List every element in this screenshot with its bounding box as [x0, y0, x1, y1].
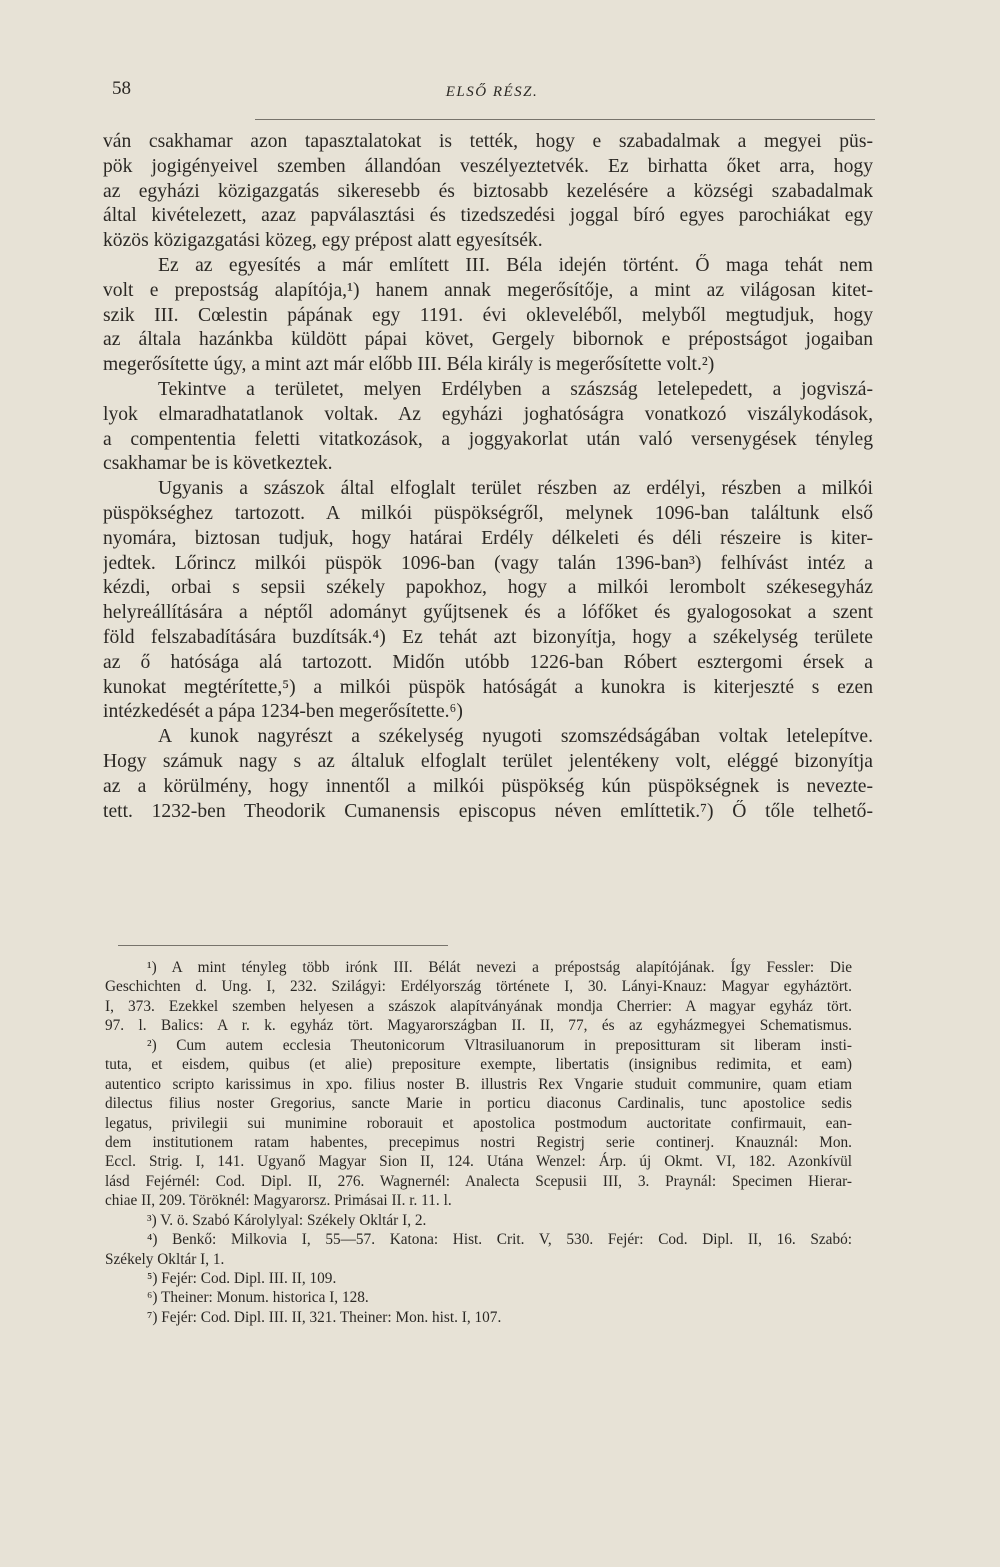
- footnote-line: ⁴) Benkő: Milkovia I, 55—57. Katona: Hist. Crit. V, 530. Fejér: Cod. Dipl. II, 16. Szabó:: [147, 1231, 852, 1249]
- footnote-line: dilectus filius noster Gregorius, sancte Marie in porticu diaconus Cardinalis, tunc apostolice sedis: [105, 1095, 852, 1113]
- footnote-line: Eccl. Strig. I, 141. Ugyanő Magyar Sion II, 124. Utána Wenzel: Árp. új Okmt. VI, 182. Azonkívül: [105, 1153, 852, 1171]
- footnote-line: ⁵) Fejér: Cod. Dipl. III. II, 109.: [147, 1270, 337, 1287]
- header-rule: [255, 119, 875, 120]
- footnote-line: Székely Okltár I, 1.: [105, 1250, 225, 1268]
- footnote-rule: [118, 945, 448, 946]
- text-line: föld felszabadítására buzdítsák.⁴) Ez tehát azt bizonyítja, hogy a székelység területe: [103, 626, 873, 648]
- text-line: szik III. Cœlestin pápának egy 1191. évi okleveléből, melyből megtudjuk, hogy: [103, 304, 873, 326]
- text-line: Ez az egyesítés a már említett III. Béla idején történt. Ő maga tehát nem: [158, 254, 873, 276]
- footnote-line: ⁷) Fejér: Cod. Dipl. III. II, 321. Theiner: Mon. hist. I, 107.: [147, 1308, 502, 1326]
- text-line: csakhamar be is következtek.: [103, 453, 333, 475]
- running-head: ELSŐ RÉSZ.: [445, 84, 539, 100]
- text-line: által kivételezett, azaz papválasztási és tizedszedési joggal bíró egyes parochiákat egy: [103, 205, 873, 227]
- footnote-line: lásd Fejérnél: Cod. Dipl. II, 276. Wagnernél: Analecta Scepusii III, 3. Praynál: Specimen Hierar-: [105, 1172, 852, 1190]
- text-line: az általa hazánkba küldött pápai követ, Gergely bibornok e prépostságot jogaiban: [103, 329, 873, 351]
- text-line: ván csakhamar azon tapasztalatokat is tették, hogy e szabadalmak a megyei püs-: [103, 131, 873, 152]
- text-line: Ugyanis a szászok által elfoglalt terület részben az erdélyi, részben a milkói: [158, 478, 873, 500]
- footnote-line: chiae II, 209. Töröknél: Magyarorsz. Primásai II. r. 11. l.: [105, 1192, 452, 1210]
- text-line: az a körülmény, hogy innentől a milkói püspökség kún püspökségnek is neveztе-: [103, 775, 873, 797]
- text-line: az ő hatósága alá tartozott. Midőn utóbb 1226-ban Róbert esztergomi érsek a: [103, 651, 873, 673]
- footnote-line: I, 373. Ezekkel szemben helyesen a szászok alapítványának mondja Cherrier: A magyar egyház tört.: [105, 997, 852, 1015]
- footnote-line: autentico scripto karissimus in xpo. filius noster B. illustris Rex Vngarie studuit communire, quam etiam: [105, 1075, 852, 1093]
- text-line: a compententia feletti vitatkozások, a joggyakorlat után való versenygések tényleg: [103, 428, 873, 450]
- footnote-line: ³) V. ö. Szabó Károlylyal: Székely Okltár I, 2.: [147, 1211, 427, 1229]
- footnote-line: tuta, et eisdem, quibus (et alie) prepositure exempte, libertatis (insignibus redimita, et eam): [105, 1056, 852, 1074]
- text-line: Tekintve a területet, melyen Erdélyben a szászság letelepedett, a jogviszá-: [158, 378, 873, 400]
- text-line: helyreállítására a néptől adományt gyűjtsenek és a lófőket és gyalogosokat a szent: [103, 602, 873, 624]
- text-line: tett. 1232-ben Theodorik Cumanensis episcopus néven említtetik.⁷) Ő tőle telhető-: [103, 800, 873, 822]
- footnote-line: legatus, privilegii sui munimine roborauit et apostolica postmodum auctoritate confirmauit, ean-: [105, 1114, 852, 1132]
- text-line: közös közigazgatási közeg, egy prépost alatt egyesítsék.: [103, 230, 543, 252]
- text-line: pök jogigényeivel szemben állandóan veszélyeztetvék. Ez birhatta őket arra, hogy: [103, 155, 873, 177]
- text-line: megerősítette úgy, a mint azt már előbb III. Béla király is megerősítette volt.²): [103, 354, 715, 376]
- footnote-line: ¹) A mint tényleg több irónk III. Bélát nevezi a prépostság alapítójának. Így Fessler: Die: [147, 959, 852, 976]
- text-line: Hogy számuk nagy s az általuk elfoglalt terület jelentékeny volt, eléggé bizonyítja: [103, 750, 873, 772]
- main-text: [103, 130, 873, 824]
- text-line: kézdi, orbai s sepsii székely papokhoz, hogy a milkói lerombolt székesegyház: [103, 577, 873, 599]
- text-line: lyok elmaradhatatlanok voltak. Az egyházi joghatóságra vonatkozó viszálykodások,: [103, 403, 873, 425]
- text-line: jedtek. Lőrincz milkói püspök 1096-ban (vagy talán 1396-ban³) felhívást intéz a: [103, 552, 873, 574]
- page-header: [110, 78, 874, 108]
- footnote-line: ⁶) Theiner: Monum. historica I, 128.: [147, 1289, 369, 1307]
- footnote-line: Geschichten d. Ung. I, 232. Szilágyi: Erdélyország története I, 30. Lányi-Knauz: Magyar egyháztört.: [105, 978, 852, 996]
- footnotes: [105, 958, 852, 1327]
- text-line: volt e prepostság alapítója,¹) hanem annak megerősítője, a mint az világosan kitet-: [103, 279, 873, 301]
- text-line: A kunok nagyrészt a székelység nyugoti szomszédságában voltak letelepítve.: [158, 726, 873, 748]
- text-line: intézkedését a pápa 1234-ben megerősítette.⁶): [103, 701, 463, 723]
- text-line: püspökséghez tartozott. A milkói püspökségről, melynek 1096-ban találtunk első: [103, 502, 873, 524]
- footnote-line: dem institutionem ratam habentes, precepimus nostri Registrj serie continerj. Knauznál: Mon.: [105, 1133, 852, 1151]
- footnote-line: 97. l. Balics: A r. k. egyház tört. Magyarországban II. II, 77, és az egyházmegyei Schematismus.: [105, 1017, 852, 1035]
- text-line: kunokat megtérítette,⁵) a milkói püspök hatóságát a kunokra is kiterjeszté s ezen: [103, 676, 873, 698]
- text-line: az egyházi közigazgatás sikeresebb és biztosabb kezelésére a községi szabadalmak: [103, 180, 873, 202]
- page-number: 58: [112, 78, 131, 99]
- footnote-line: ²) Cum autem ecclesia Theutonicorum Vltrasiluanorum in prepositturam sit liberam insti-: [147, 1036, 852, 1054]
- text-line: nyomára, biztosan tudjuk, hogy határai Erdély délkeleti és déli részeire is kiter-: [103, 527, 873, 549]
